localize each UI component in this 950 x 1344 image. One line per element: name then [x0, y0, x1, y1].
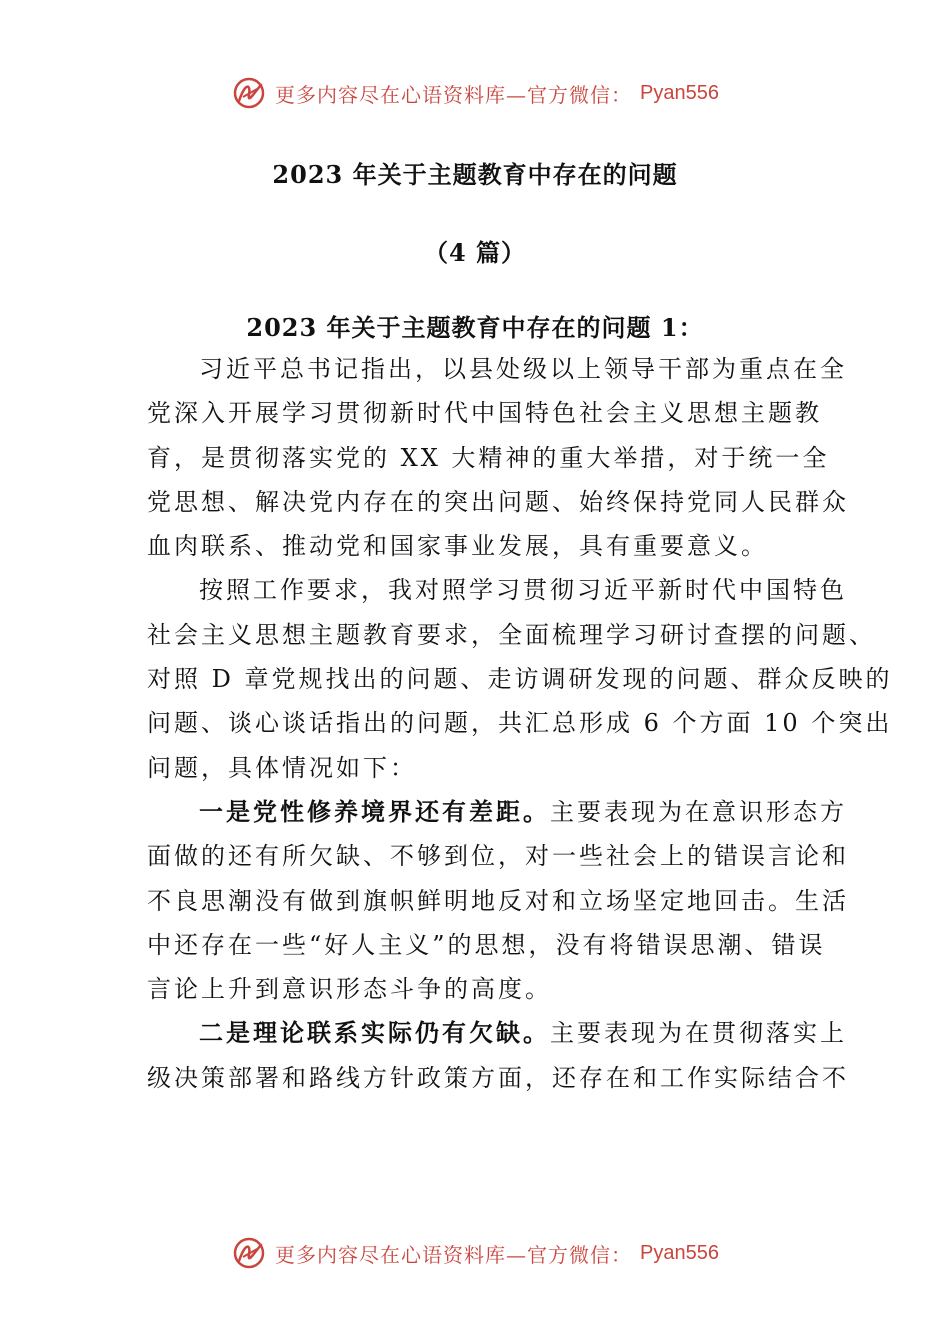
text-line: 级决策部署和路线方针政策方面，还存在和工作实际结合不	[147, 1063, 849, 1092]
point-1-rest: 主要表现为在意识形态方	[550, 797, 847, 826]
text-line: 问题、谈心谈话指出的问题，共汇总形成 6 个方面 10 个突出	[147, 709, 893, 738]
watermark-id: Pyan556	[640, 1241, 719, 1264]
point-2-lead: 二是理论联系实际仍有欠缺。	[199, 1018, 550, 1048]
point-2-line	[147, 1011, 847, 1055]
text-line: 中还存在一些“好人主义”的思想，没有将错误思潮、错误	[147, 930, 826, 959]
text-line: 党深入开展学习贯彻新时代中国特色社会主义思想主题教	[147, 399, 822, 428]
text-line: 党思想、解决党内存在的突出问题、始终保持党同人民群众	[147, 487, 849, 516]
document-subtitle: （4 篇）	[423, 238, 527, 267]
text-line: 习近平总书记指出，以县处级以上领导干部为重点在全	[199, 355, 847, 383]
text-line: 对照 D 章党规找出的问题、走访调研发现的问题、群众反映的	[147, 665, 893, 694]
text-line: 社会主义思想主题教育要求，全面梳理学习研讨查摆的问题、	[147, 620, 876, 649]
text-line: 言论上升到意识形态斗争的高度。	[147, 975, 552, 1004]
watermark-footer	[0, 1233, 950, 1273]
watermark-header	[0, 73, 950, 113]
watermark-id: Pyan556	[640, 81, 719, 104]
watermark-text: 更多内容尽在心语资料库—官方微信：	[275, 1242, 633, 1267]
point-1-lead: 一是党性修养境界还有差距。	[199, 796, 550, 826]
text-line: 育，是贯彻落实党的 XX 大精神的重大举措，对于统一全	[147, 443, 830, 472]
document-title: 2023 年关于主题教育中存在的问题	[272, 160, 678, 189]
watermark-text: 更多内容尽在心语资料库—官方微信：	[275, 82, 633, 107]
point-1-line	[147, 790, 847, 834]
body-text	[147, 347, 893, 1100]
point-2-rest: 主要表现为在贯彻落实上	[550, 1019, 847, 1048]
text-line: 不良思潮没有做到旗帜鲜明地反对和立场坚定地回击。生活	[147, 886, 849, 915]
text-line: 按照工作要求，我对照学习贯彻习近平新时代中国特色	[199, 576, 847, 605]
text-line: 问题，具体情况如下：	[147, 753, 417, 782]
text-line: 面做的还有所欠缺、不够到位，对一些社会上的错误言论和	[147, 842, 849, 871]
text-line: 血肉联系、推动党和国家事业发展，具有重要意义。	[147, 532, 768, 561]
signature-logo-icon	[231, 1235, 267, 1271]
signature-logo-icon	[231, 75, 267, 111]
section-heading: 2023 年关于主题教育中存在的问题 1：	[246, 313, 704, 342]
